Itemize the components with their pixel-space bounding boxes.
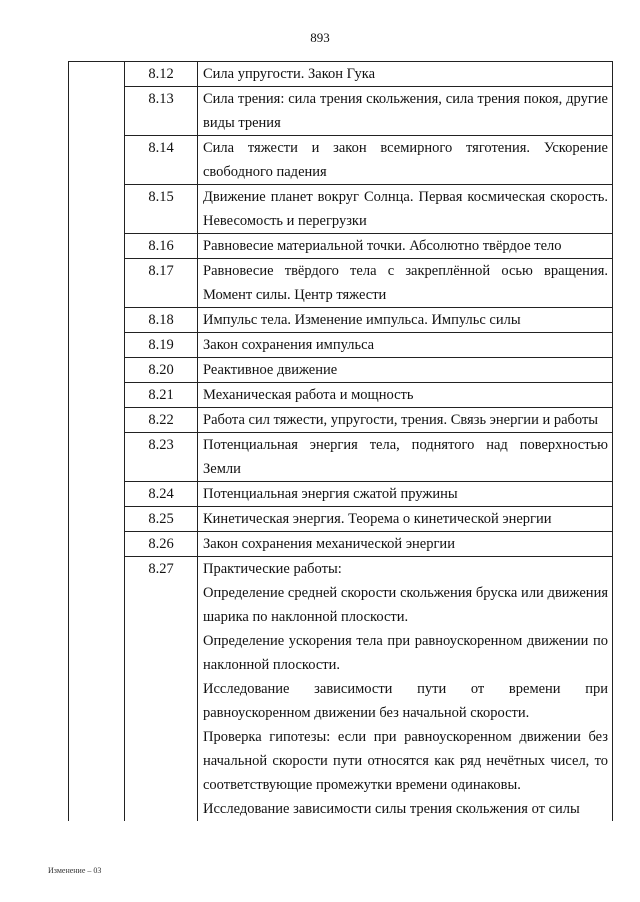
table-row [69, 333, 613, 358]
row-topic: Импульс тела. Изменение импульса. Импульс силы [198, 308, 613, 333]
row-number: 8.17 [125, 259, 198, 308]
row-topic: Равновесие твёрдого тела с закреплённой осью вращения. Момент силы. Центр тяжести [198, 259, 613, 308]
row-topic: Реактивное движение [198, 358, 613, 383]
row-number: 8.22 [125, 408, 198, 433]
row-number: 8.15 [125, 185, 198, 234]
row-number: 8.26 [125, 532, 198, 557]
table-body [69, 62, 613, 822]
table-row [69, 408, 613, 433]
blank-column-cell [69, 62, 125, 822]
row-number: 8.18 [125, 308, 198, 333]
page-number: 893 [310, 30, 330, 45]
row-number: 8.20 [125, 358, 198, 383]
table-row [69, 482, 613, 507]
curriculum-table [68, 61, 613, 821]
practical-work-item: Определение средней скорости скольжения бруска или движения шарика по наклонной плоскости. [203, 585, 608, 625]
table-row [69, 308, 613, 333]
practical-works-cell [198, 557, 613, 822]
row-number: 8.19 [125, 333, 198, 358]
table-row [69, 358, 613, 383]
row-number: 8.24 [125, 482, 198, 507]
practical-work-item: Исследование зависимости пути от времени при равноускоренном движении без начальной скорости. [203, 681, 608, 721]
row-number: 8.13 [125, 87, 198, 136]
row-number: 8.12 [125, 62, 198, 87]
table-row [69, 383, 613, 408]
row-number: 8.14 [125, 136, 198, 185]
table-row [69, 259, 613, 308]
row-topic: Сила тяжести и закон всемирного тяготения. Ускорение свободного падения [198, 136, 613, 185]
row-topic: Сила трения: сила трения скольжения, сила трения покоя, другие виды трения [198, 87, 613, 136]
table-row [69, 185, 613, 234]
row-topic: Потенциальная энергия тела, поднятого над поверхностью Земли [198, 433, 613, 482]
table-row [69, 532, 613, 557]
table-row [69, 87, 613, 136]
table-row [69, 433, 613, 482]
row-topic: Работа сил тяжести, упругости, трения. Связь энергии и работы [198, 408, 613, 433]
row-number: 8.23 [125, 433, 198, 482]
table-row [69, 62, 613, 87]
practical-work-item: Определение ускорения тела при равноускоренном движении по наклонной плоскости. [203, 633, 608, 673]
table-row [69, 507, 613, 532]
row-topic: Потенциальная энергия сжатой пружины [198, 482, 613, 507]
row-number: 8.21 [125, 383, 198, 408]
row-number: 8.16 [125, 234, 198, 259]
row-number: 8.27 [125, 557, 198, 822]
table-row-practical [69, 557, 613, 822]
practical-work-item: Проверка гипотезы: если при равноускоренном движении без начальной скорости пути относятся как ряд нечётных чисел, то соответствующие промежутки времени одинаковы. [203, 729, 608, 793]
table-row [69, 136, 613, 185]
row-number: 8.25 [125, 507, 198, 532]
practical-work-item: Исследование зависимости силы трения скольжения от силы [203, 801, 580, 817]
row-topic: Кинетическая энергия. Теорема о кинетической энергии [198, 507, 613, 532]
row-topic: Закон сохранения импульса [198, 333, 613, 358]
row-topic: Равновесие материальной точки. Абсолютно твёрдое тело [198, 234, 613, 259]
row-topic: Механическая работа и мощность [198, 383, 613, 408]
row-topic: Сила упругости. Закон Гука [198, 62, 613, 87]
practical-works-heading: Практические работы: [203, 561, 342, 577]
table-row [69, 234, 613, 259]
footer-revision: Изменение – 03 [48, 866, 102, 875]
row-topic: Закон сохранения механической энергии [198, 532, 613, 557]
row-topic: Движение планет вокруг Солнца. Первая космическая скорость. Невесомость и перегрузки [198, 185, 613, 234]
